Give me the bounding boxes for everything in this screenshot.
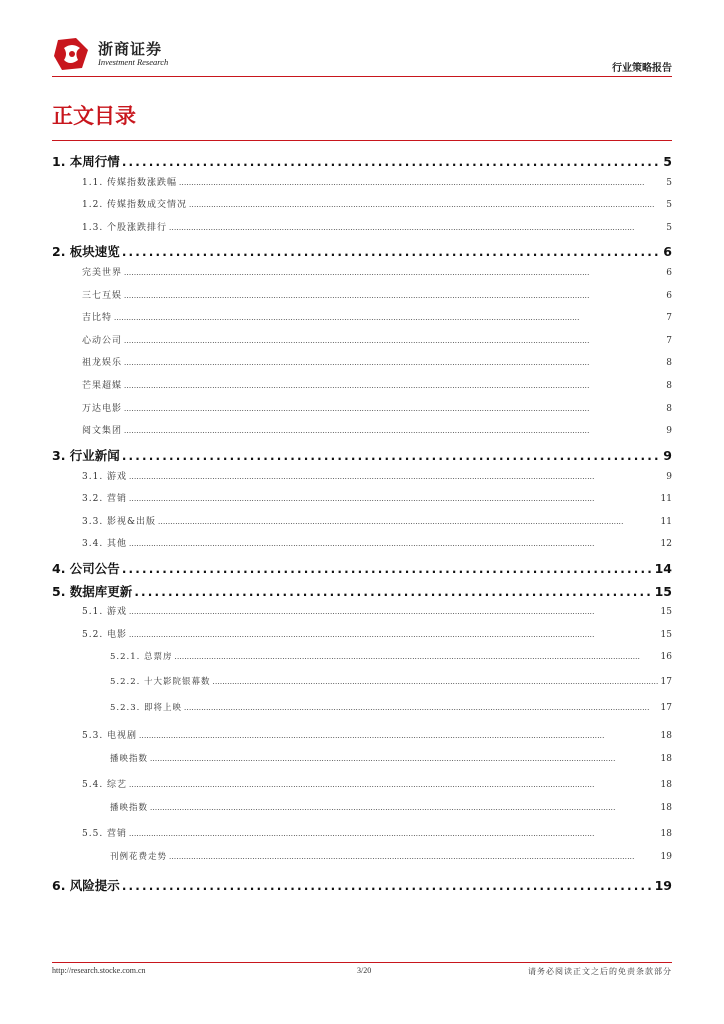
toc-entry-page: 15	[660, 607, 672, 617]
toc-leader-dots	[122, 245, 661, 259]
toc-entry[interactable]	[82, 423, 672, 436]
toc-leader-dots	[169, 853, 659, 861]
toc-entry[interactable]	[82, 310, 672, 323]
toc-entry[interactable]	[82, 333, 672, 346]
toc-entry[interactable]	[110, 752, 672, 764]
toc-leader-dots	[129, 495, 659, 503]
toc-entry[interactable]	[82, 265, 672, 278]
toc-entry-label: 3. 行业新闻	[52, 448, 120, 463]
toc-leader-dots	[129, 830, 659, 838]
toc-leader-dots	[122, 879, 653, 893]
toc-entry-page: 5	[666, 200, 672, 210]
toc-entry-label: 3.3. 影视&出版	[82, 517, 157, 527]
toc-entry-label: 三七互娱	[82, 291, 123, 301]
toc-entry-label: 3.1. 游戏	[82, 472, 128, 482]
toc-entry[interactable]	[52, 446, 672, 464]
header-divider	[52, 76, 672, 77]
toc-entry-label: 完美世界	[82, 268, 123, 278]
toc-leader-dots	[129, 631, 659, 639]
report-type: 行业策略报告	[612, 63, 672, 74]
logo-cn-text: 浙商证券	[98, 40, 163, 58]
toc-leader-dots	[169, 224, 664, 232]
toc-entry[interactable]	[52, 152, 672, 170]
toc-entry-page: 19	[660, 852, 672, 862]
toc-entry-page: 18	[660, 754, 672, 764]
logo-icon	[52, 36, 92, 72]
toc-entry-label: 万达电影	[82, 404, 123, 414]
toc-entry[interactable]	[82, 514, 672, 527]
toc-entry-label: 播映指数	[110, 803, 149, 813]
toc-entry[interactable]	[82, 469, 672, 482]
toc-leader-dots	[175, 653, 659, 661]
toc-entry-page: 14	[654, 561, 672, 576]
toc-entry[interactable]	[82, 604, 672, 617]
toc-entry[interactable]	[82, 627, 672, 640]
toc-leader-dots	[184, 704, 659, 712]
footer-divider	[52, 962, 672, 963]
toc-entry-page: 18	[660, 829, 672, 839]
logo-en-text: Investment Research	[98, 57, 169, 67]
toc-entry[interactable]	[82, 197, 672, 210]
toc-entry[interactable]	[82, 777, 672, 790]
footer-page-number: 3/20	[357, 966, 372, 975]
toc-entry-label: 5.1. 游戏	[82, 607, 128, 617]
toc-entry[interactable]	[82, 355, 672, 368]
toc-title: 正文目录	[52, 104, 136, 128]
toc-entry[interactable]	[110, 675, 672, 687]
toc-leader-dots	[213, 678, 659, 686]
toc-entry[interactable]	[82, 826, 672, 839]
toc-leader-dots	[124, 269, 664, 277]
toc-entry-label: 芒果超媒	[82, 381, 123, 391]
toc-entry-page: 18	[660, 780, 672, 790]
toc-entry[interactable]	[52, 582, 672, 600]
toc-entry-label: 5. 数据库更新	[52, 584, 133, 599]
toc-entry-label: 6. 风险提示	[52, 878, 120, 893]
toc-entry-label: 5.2. 电影	[82, 630, 128, 640]
toc-leader-dots	[124, 427, 664, 435]
toc-leader-dots	[129, 608, 659, 616]
toc-entry[interactable]	[82, 378, 672, 391]
toc-leader-dots	[129, 473, 664, 481]
toc-entry-label: 1.2. 传媒指数成交情况	[82, 200, 188, 210]
toc-leader-dots	[134, 585, 652, 599]
toc-entry[interactable]	[82, 728, 672, 741]
toc-entry-label: 3.2. 营销	[82, 494, 128, 504]
toc-leader-dots	[179, 179, 664, 187]
toc-leader-dots	[124, 405, 664, 413]
toc-entry-page: 5	[666, 223, 672, 233]
toc-entry-page: 9	[663, 448, 672, 463]
toc-entry[interactable]	[82, 220, 672, 233]
toc-leader-dots	[124, 292, 664, 300]
toc-entry-label: 5.3. 电视剧	[82, 731, 138, 741]
toc-leader-dots	[129, 540, 659, 548]
toc-entry-page: 7	[666, 336, 672, 346]
footer-disclaimer: 请务必阅读正文之后的免责条款部分	[528, 967, 672, 976]
toc-leader-dots	[122, 562, 653, 576]
toc-entry-label: 5.2.1. 总票房	[110, 652, 173, 662]
toc-entry[interactable]	[110, 701, 672, 713]
toc-entry-page: 16	[660, 652, 672, 662]
toc-entry-label: 5.5. 营销	[82, 829, 128, 839]
toc-entry-page: 18	[660, 731, 672, 741]
toc-entry[interactable]	[52, 242, 672, 260]
toc-entry-label: 5.2.2. 十大影院银幕数	[110, 677, 211, 687]
toc-entry-label: 4. 公司公告	[52, 561, 120, 576]
toc-entry-label: 2. 板块速览	[52, 244, 120, 259]
toc-leader-dots	[150, 804, 659, 812]
toc-entry[interactable]	[82, 536, 672, 549]
page-header	[52, 30, 672, 76]
toc-entry[interactable]	[110, 650, 672, 662]
toc-entry-page: 15	[660, 630, 672, 640]
toc-entry-page: 6	[666, 291, 672, 301]
toc-leader-dots	[189, 201, 664, 209]
toc-entry-page: 11	[660, 494, 672, 504]
toc-title-divider	[52, 140, 672, 141]
toc-entry-label: 3.4. 其他	[82, 539, 128, 549]
toc-entry[interactable]	[110, 850, 672, 862]
footer-url[interactable]: http://research.stocke.com.cn	[52, 966, 146, 975]
toc-leader-dots	[158, 518, 659, 526]
toc-entry-page: 8	[666, 358, 672, 368]
toc-entry-label: 播映指数	[110, 754, 149, 764]
toc-entry-page: 9	[666, 426, 672, 436]
toc-entry[interactable]	[110, 801, 672, 813]
toc-entry-page: 8	[666, 404, 672, 414]
toc-entry-page: 15	[654, 584, 672, 599]
toc-leader-dots	[150, 755, 659, 763]
toc-entry-page: 7	[666, 313, 672, 323]
toc-leader-dots	[124, 359, 664, 367]
toc-entry[interactable]	[82, 288, 672, 301]
toc-entry-label: 阅文集团	[82, 426, 123, 436]
toc-entry-page: 17	[660, 703, 672, 713]
toc-leader-dots	[114, 314, 664, 322]
toc-entry-page: 6	[663, 244, 672, 259]
toc-entry[interactable]	[52, 559, 672, 577]
toc-entry-label: 5.4. 综艺	[82, 780, 128, 790]
toc-entry[interactable]	[82, 401, 672, 414]
toc-entry-label: 刊例花费走势	[110, 852, 168, 862]
toc-leader-dots	[139, 732, 659, 740]
toc-entry-label: 1.1. 传媒指数涨跌幅	[82, 178, 178, 188]
toc-leader-dots	[122, 449, 661, 463]
toc-entry-page: 19	[654, 878, 672, 893]
toc-entry-label: 吉比特	[82, 313, 113, 323]
toc-entry[interactable]	[82, 491, 672, 504]
toc-entry-label: 心动公司	[82, 336, 123, 346]
toc-entry-label: 1.3. 个股涨跌排行	[82, 223, 168, 233]
toc-entry-label: 5.2.3. 即将上映	[110, 703, 183, 713]
toc-leader-dots	[122, 155, 661, 169]
page-footer	[52, 966, 672, 980]
toc-entry-page: 17	[660, 677, 672, 687]
toc-entry-page: 9	[666, 472, 672, 482]
toc-entry[interactable]	[82, 175, 672, 188]
toc-entry[interactable]	[52, 876, 672, 894]
toc-entry-page: 12	[660, 539, 672, 549]
toc-leader-dots	[124, 337, 664, 345]
toc-entry-label: 祖龙娱乐	[82, 358, 123, 368]
toc-entry-page: 11	[660, 517, 672, 527]
toc-entry-page: 5	[666, 178, 672, 188]
toc-leader-dots	[124, 382, 664, 390]
toc-entry-page: 18	[660, 803, 672, 813]
toc-entry-page: 5	[663, 154, 672, 169]
toc-entry-page: 6	[666, 268, 672, 278]
toc-leader-dots	[129, 781, 659, 789]
toc-entry-page: 8	[666, 381, 672, 391]
toc-entry-label: 1. 本周行情	[52, 154, 120, 169]
